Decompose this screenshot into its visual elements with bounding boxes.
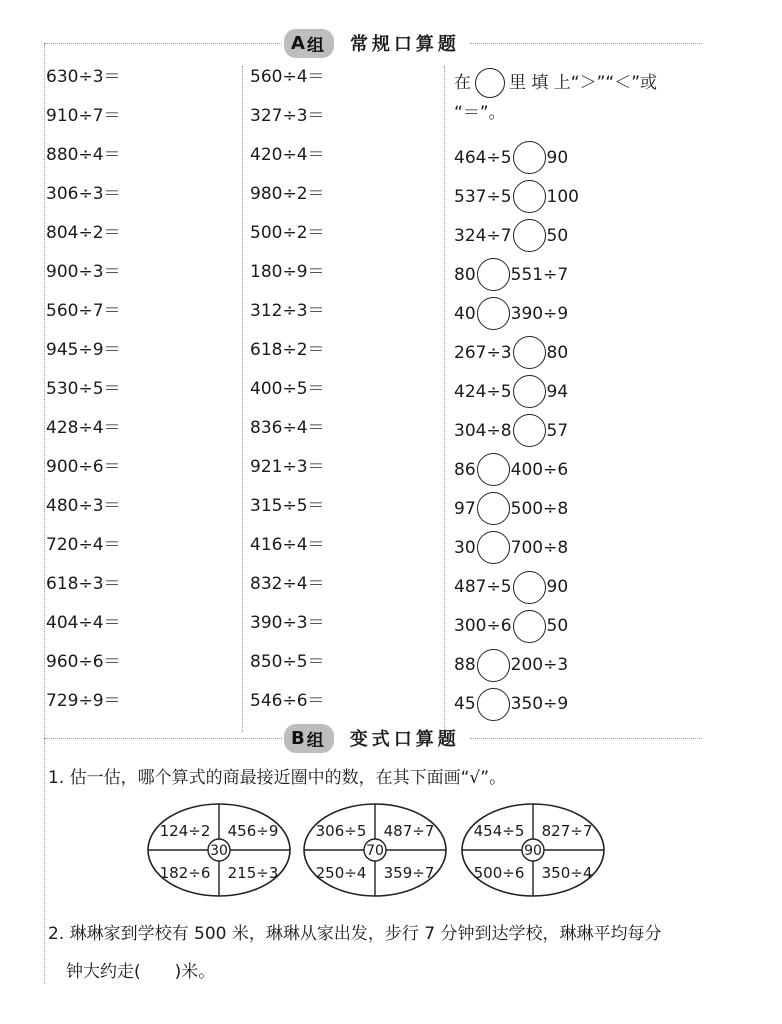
oval-option: 182÷6 (159, 864, 211, 882)
comparison-left: 324÷7 (454, 225, 512, 246)
comparison-right: 390÷9 (510, 303, 569, 324)
comparison-left: 267÷3 (454, 342, 512, 363)
comparison-answer-circle[interactable] (477, 649, 510, 682)
comparison-item (454, 138, 710, 177)
section-b-divider-left (44, 738, 282, 739)
section-b-badge: B 组 (284, 724, 334, 753)
arithmetic-problem: 921÷3＝ (250, 457, 325, 478)
question-1: 1. 估一估，哪个算式的商最接近圈中的数，在其下面画“√”。 (48, 768, 507, 788)
oval-option: 454÷5 (473, 822, 525, 840)
arithmetic-problem: 530÷5＝ (46, 379, 121, 400)
arithmetic-problem: 618÷3＝ (46, 574, 121, 595)
arithmetic-problem: 729÷9＝ (46, 691, 121, 712)
comparison-right: 200÷3 (510, 655, 569, 676)
comparison-list (454, 138, 710, 724)
oval-option: 215÷3 (227, 864, 279, 882)
arithmetic-problem: 980÷2＝ (250, 184, 325, 205)
section-a-divider-right (470, 43, 702, 44)
arithmetic-problem: 500÷2＝ (250, 223, 325, 244)
arithmetic-problem: 960÷6＝ (46, 652, 121, 673)
comparison-right: 100 (546, 186, 579, 207)
arithmetic-problem: 312÷3＝ (250, 301, 325, 322)
section-a-divider-left (44, 43, 282, 44)
comparison-left: 45 (454, 694, 476, 715)
section-a-heading: 常规口算题 (349, 34, 460, 55)
comparison-item (454, 255, 710, 294)
comparison-left: 300÷6 (454, 616, 512, 637)
comparison-answer-circle[interactable] (513, 414, 546, 447)
arithmetic-problem: 560÷7＝ (46, 301, 121, 322)
arithmetic-problem: 390÷3＝ (250, 613, 325, 634)
arithmetic-problem: 546÷6＝ (250, 691, 325, 712)
comparison-right: 350÷9 (510, 694, 569, 715)
comparison-item (454, 568, 710, 607)
comparison-right: 90 (546, 577, 569, 598)
comparison-left: 30 (454, 537, 476, 558)
estimation-ovals (0, 797, 782, 907)
comparison-item (454, 450, 710, 489)
comparison-right: 80 (546, 342, 569, 363)
question-2-line-1: 2. 琳琳家到学校有 500 米，琳琳从家出发，步行 7 分钟到达学校，琳琳平均每分 (48, 924, 662, 944)
arithmetic-problem: 480÷3＝ (46, 496, 121, 517)
comparison-item (454, 607, 710, 646)
comparison-answer-circle[interactable] (477, 492, 510, 525)
comparison-left: 424÷5 (454, 381, 512, 402)
oval-option: 350÷4 (541, 864, 593, 882)
comparison-item (454, 528, 710, 567)
section-a-title (284, 30, 460, 56)
section-b-heading: 变式口算题 (349, 729, 460, 750)
comparison-answer-circle[interactable] (513, 336, 546, 369)
arithmetic-problem: 880÷4＝ (46, 145, 121, 166)
arithmetic-problem: 900÷3＝ (46, 262, 121, 283)
comparison-answer-circle[interactable] (513, 219, 546, 252)
oval-center-number: 30 (210, 843, 228, 859)
comparison-answer-circle[interactable] (477, 297, 510, 330)
arithmetic-problem: 832÷4＝ (250, 574, 325, 595)
arithmetic-problem: 416÷4＝ (250, 535, 325, 556)
section-b-divider-right (470, 738, 702, 739)
comparison-right: 400÷6 (510, 459, 569, 480)
comparison-item (454, 489, 710, 528)
oval-option: 306÷5 (315, 822, 367, 840)
estimation-oval (148, 804, 290, 896)
comparison-left: 40 (454, 303, 476, 324)
section-b-title (284, 725, 460, 751)
comparison-right: 551÷7 (510, 264, 569, 285)
oval-option: 456÷9 (227, 822, 279, 840)
comparison-item (454, 372, 710, 411)
oval-center-number: 70 (366, 843, 384, 859)
arithmetic-problem: 404÷4＝ (46, 613, 121, 634)
answer-circle-icon (475, 68, 505, 98)
comparison-item (454, 294, 710, 333)
arithmetic-problem: 400÷5＝ (250, 379, 325, 400)
comparison-instruction: 在 里 填 上“＞”“＜”或 “＝”。 (454, 68, 710, 138)
comparison-item (454, 685, 710, 724)
column-separator-2 (444, 66, 445, 732)
oval-option: 250÷4 (315, 864, 367, 882)
arithmetic-problem: 850÷5＝ (250, 652, 325, 673)
comparison-answer-circle[interactable] (513, 610, 546, 643)
comparison-item (454, 646, 710, 685)
arithmetic-problem: 315÷5＝ (250, 496, 325, 517)
comparison-answer-circle[interactable] (513, 141, 546, 174)
comparison-answer-circle[interactable] (477, 688, 510, 721)
comparison-right: 500÷8 (510, 498, 569, 519)
arithmetic-problem: 900÷6＝ (46, 457, 121, 478)
arithmetic-problem: 945÷9＝ (46, 340, 121, 361)
comparison-column (454, 68, 710, 724)
comparison-right: 700÷8 (510, 537, 569, 558)
section-a-badge: A 组 (284, 29, 334, 58)
comparison-right: 57 (546, 420, 569, 441)
problem-column-2 (250, 58, 440, 721)
comparison-left: 464÷5 (454, 147, 512, 168)
comparison-item (454, 177, 710, 216)
arithmetic-problem: 306÷3＝ (46, 184, 121, 205)
comparison-item (454, 411, 710, 450)
oval-option: 124÷2 (159, 822, 211, 840)
arithmetic-problem: 428÷4＝ (46, 418, 121, 439)
arithmetic-problem: 910÷7＝ (46, 106, 121, 127)
arithmetic-problem: 618÷2＝ (250, 340, 325, 361)
comparison-answer-circle[interactable] (513, 375, 546, 408)
arithmetic-problem: 720÷4＝ (46, 535, 121, 556)
comparison-left: 86 (454, 459, 476, 480)
comparison-answer-circle[interactable] (477, 258, 510, 291)
oval-option: 500÷6 (473, 864, 525, 882)
problem-column-1 (46, 58, 236, 721)
comparison-left: 487÷5 (454, 577, 512, 598)
question-2-line-2: 钟大约走( )米。 (66, 962, 216, 982)
arithmetic-problem: 420÷4＝ (250, 145, 325, 166)
comparison-answer-circle[interactable] (477, 531, 510, 564)
arithmetic-problem: 180÷9＝ (250, 262, 325, 283)
comparison-left: 304÷8 (454, 420, 512, 441)
comparison-right: 90 (546, 147, 569, 168)
comparison-answer-circle[interactable] (477, 453, 510, 486)
arithmetic-problem: 804÷2＝ (46, 223, 121, 244)
estimation-oval (462, 804, 604, 896)
column-separator-1 (242, 66, 243, 732)
estimation-oval (304, 804, 446, 896)
comparison-answer-circle[interactable] (513, 180, 546, 213)
comparison-left: 537÷5 (454, 186, 512, 207)
comparison-right: 94 (546, 381, 569, 402)
comparison-left: 80 (454, 264, 476, 285)
comparison-item (454, 333, 710, 372)
arithmetic-problem: 327÷3＝ (250, 106, 325, 127)
oval-option: 359÷7 (383, 864, 435, 882)
oval-option: 487÷7 (383, 822, 435, 840)
arithmetic-problem: 630÷3＝ (46, 67, 121, 87)
comparison-right: 50 (546, 616, 569, 637)
oval-center-number: 90 (524, 843, 542, 859)
comparison-answer-circle[interactable] (513, 571, 546, 604)
arithmetic-problem: 836÷4＝ (250, 418, 325, 439)
comparison-left: 97 (454, 498, 476, 519)
arithmetic-problem: 560÷4＝ (250, 67, 325, 87)
oval-option: 827÷7 (541, 822, 593, 840)
comparison-left: 88 (454, 655, 476, 676)
comparison-right: 50 (546, 225, 569, 246)
comparison-item (454, 216, 710, 255)
